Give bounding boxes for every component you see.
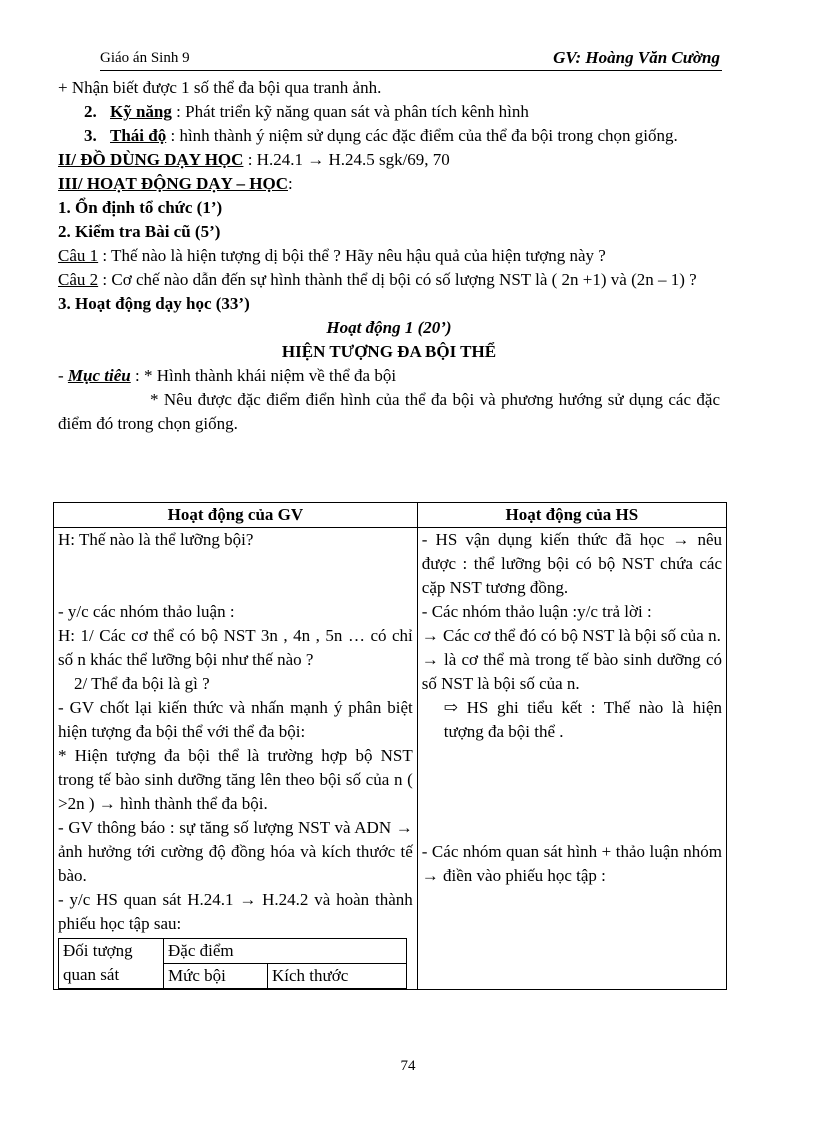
objective-label: Kỹ năng — [110, 102, 172, 121]
question-label: Câu 1 — [58, 246, 99, 265]
goal-label: Mục tiêu — [67, 366, 131, 385]
section-materials-text: : H.24.1 → H.24.5 sgk/69, 70 — [247, 150, 450, 169]
spacer — [58, 552, 413, 576]
student-line: → Các cơ thể đó có bộ NST là bội số của n. — [421, 626, 721, 645]
activity-heading: HIỆN TƯỢNG ĐA BỘI THỂ — [281, 342, 497, 361]
worksheet-row — [59, 939, 407, 964]
worksheet-feature-cell: Đặc điểm — [164, 939, 407, 964]
intro-line: + Nhận biết được 1 số thể đa bội qua tranh ảnh. — [58, 78, 382, 97]
teacher-line: - y/c HS quan sát H.24.1 → H.24.2 và hoàn thành phiếu học tập sau: — [58, 890, 413, 933]
objective-text: : Phát triển kỹ năng quan sát và phân tích kênh hình — [171, 102, 529, 121]
student-activity-cell — [417, 528, 726, 990]
spacer — [58, 576, 413, 600]
goal-line-1: - Mục tiêu : * Hình thành khái niệm về thể đa bội — [58, 366, 397, 385]
teacher-line: - y/c các nhóm thảo luận : — [58, 602, 235, 621]
student-line: ⇨ HS ghi tiểu kết : Thế nào là hiện tượng đa bội thể . — [443, 698, 722, 741]
goal-text-1: : * Hình thành khái niệm về thể đa bội — [130, 366, 397, 385]
teacher-line: - GV chốt lại kiến thức và nhấn mạnh ý phân biệt hiện tượng đa bội thể với thể đa bội: — [58, 698, 413, 741]
page-header — [100, 48, 722, 71]
step-teaching-suffix: ) — [244, 294, 250, 313]
worksheet-table — [58, 938, 407, 989]
section-activities-text: : — [288, 174, 293, 193]
section-activities-label: III/ HOẠT ĐỘNG DẠY – HỌC — [58, 174, 288, 193]
worksheet-ploidy-cell: Mức bội — [164, 964, 268, 989]
lesson-content — [58, 76, 720, 436]
goal-line-2: * Nêu được đặc điểm điển hình của thể đa bội và phương hướng sử dụng các đặc điểm đó trong chọn giống. — [58, 390, 720, 433]
step-organize: 1. Ổn định tổ chức (1’) — [58, 198, 223, 217]
spacer — [422, 744, 722, 840]
table-row — [54, 528, 727, 990]
objective-text: : hình thành ý niệm sử dụng các đặc điểm của thể đa bội trong chọn giống. — [166, 126, 678, 145]
objective-label: Thái độ — [110, 126, 167, 145]
question-1 — [58, 244, 720, 268]
student-line: - Các nhóm quan sát hình + thảo luận nhóm → điền vào phiếu học tập : — [421, 842, 722, 885]
worksheet-size-cell: Kích thước — [268, 964, 407, 989]
teacher-line: H: 1/ Các cơ thể có bộ NST 3n , 4n , 5n … có chỉ số n khác thể lưỡng bội như thế nào ? — [58, 626, 413, 669]
step-check-old-lesson: 2. Kiểm tra Bài cũ (5’) — [58, 222, 221, 241]
teacher-line: 2/ Thể đa bội là gì ? — [74, 674, 210, 693]
objective-attitude — [58, 124, 720, 148]
question-2 — [58, 268, 720, 292]
teacher-line: - GV thông báo : sự tăng số lượng NST và ADN → ảnh hưởng tới cường độ đồng hóa và kích thước tế bào. — [58, 818, 413, 885]
header-subject: Giáo án Sinh 9 — [100, 50, 190, 66]
col-header-teacher: Hoạt động của GV — [54, 503, 418, 528]
question-text: : Cơ chế nào dẫn đến sự hình thành thể dị bội có số lượng NST là ( 2n +1) và (2n – 1) ? — [98, 270, 697, 289]
teacher-line: H: Thế nào là thể lưỡng bội? — [58, 530, 254, 549]
step-teaching-prefix: 3. Hoạt động dạy học ( — [58, 294, 222, 313]
section-materials — [58, 148, 720, 172]
student-line: → là cơ thể mà trong tế bào sinh dưỡng có số NST là bội số của n. — [421, 650, 722, 693]
activity-table — [53, 502, 727, 990]
section-activities — [58, 172, 720, 196]
table-header-row — [54, 503, 727, 528]
page-number: 74 — [400, 1058, 416, 1074]
section-materials-label: II/ ĐỒ DÙNG DẠY HỌC — [58, 150, 244, 169]
activity-title: Hoạt động 1 (20’) — [326, 318, 452, 337]
header-teacher: GV: Hoàng Văn Cường — [553, 48, 720, 67]
question-text: : Thế nào là hiện tượng dị bội thể ? Hãy nêu hậu quả của hiện tượng này ? — [98, 246, 606, 265]
objective-number: 3. — [84, 126, 97, 145]
step-teaching — [58, 292, 720, 316]
objective-number: 2. — [84, 102, 97, 121]
step-teaching-time: 33’ — [221, 294, 245, 313]
question-label: Câu 2 — [58, 270, 99, 289]
teacher-line: * Hiện tượng đa bội thể là trường hợp bộ NST trong tế bào sinh dưỡng tăng lên theo bội số của n ( >2n ) → hình thành thể đa bội. — [58, 746, 413, 813]
student-line: - Các nhóm thảo luận :y/c trả lời : — [421, 602, 652, 621]
student-line: - HS vận dụng kiến thức đã học → nêu được : thể lưỡng bội có bộ NST chứa các cặp NST tương đồng. — [421, 530, 722, 597]
teacher-activity-cell — [54, 528, 418, 990]
worksheet-object-cell: Đối tượng quan sát — [59, 939, 164, 989]
col-header-student: Hoạt động của HS — [417, 503, 726, 528]
objective-skill — [58, 100, 720, 124]
